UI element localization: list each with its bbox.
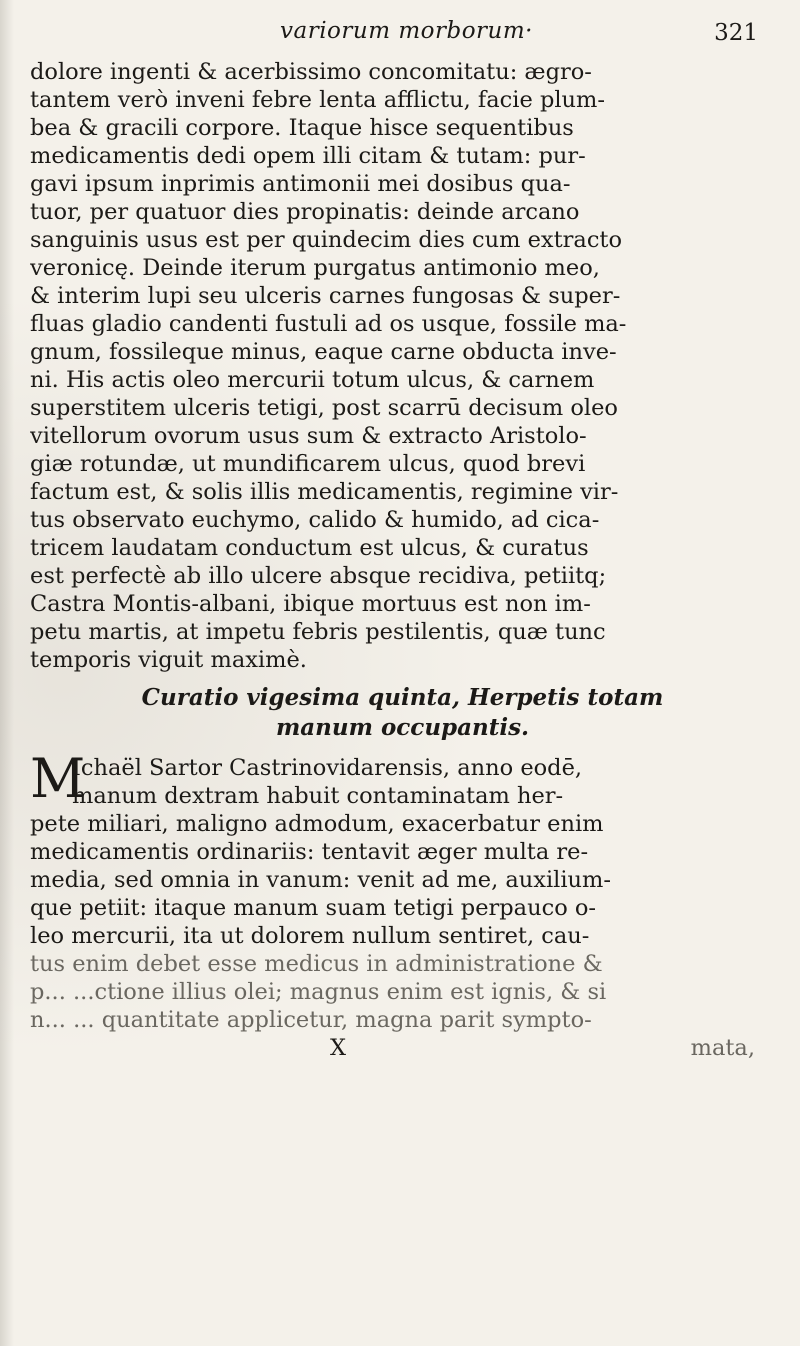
text-line: media, sed omnia in vanum: venit ad me, auxilium- xyxy=(30,867,611,893)
text-line: Castra Montis-albani, ibique mortuus est non im- xyxy=(30,591,591,617)
dropcap-lines xyxy=(72,754,775,810)
dropcap-row xyxy=(30,747,775,810)
text-line: & interim lupi seu ulceris carnes fungosas & super- xyxy=(30,283,621,309)
text-line: ni. His actis oleo mercurii totum ulcus, & carnem xyxy=(30,367,595,393)
text-line: tricem laudatam conductum est ulcus, & curatus xyxy=(30,535,589,561)
text-line: p... ...ctione illius olei; magnus enim est ignis, & si xyxy=(30,979,607,1005)
catchword: mata, xyxy=(690,1035,755,1061)
text-line: leo mercurii, ita ut dolorem nullum sentiret, cau- xyxy=(30,923,590,949)
text-line: Ichaël Sartor Castrinovidarensis, anno eodē, xyxy=(72,755,583,781)
paragraph-2 xyxy=(30,747,775,1034)
text-line: tus observato euchymo, calido & humido, ad cica- xyxy=(30,507,600,533)
signature-mark: X xyxy=(330,1035,347,1061)
text-line: medicamentis ordinariis: tentavit æger multa re- xyxy=(30,839,589,865)
text-line: manum dextram habuit contaminatam her- xyxy=(72,783,564,809)
heading-line-1: Curatio vigesima quinta, Herpetis totam xyxy=(141,684,664,711)
text-line: factum est, & solis illis medicamentis, regimine vir- xyxy=(30,479,619,505)
text-line: tuor, per quatuor dies propinatis: deinde arcano xyxy=(30,199,580,225)
drop-cap: M xyxy=(30,747,86,810)
heading-line-2: manum occupantis. xyxy=(275,714,530,741)
text-line: medicamentis dedi opem illi citam & tutam: pur- xyxy=(30,143,586,169)
page-gutter-shadow xyxy=(0,0,14,1346)
text-line: bea & gracili corpore. Itaque hisce sequentibus xyxy=(30,115,574,141)
running-head xyxy=(260,18,758,52)
paragraph-1 xyxy=(30,58,775,674)
text-line: vitellorum ovorum usus sum & extracto Aristolo- xyxy=(30,423,587,449)
text-line: gnum, fossileque minus, eaque carne obducta inve- xyxy=(30,339,617,365)
text-line: fluas gladio candenti fustuli ad os usque, fossile ma- xyxy=(30,311,627,337)
text-line: dolore ingenti & acerbissimo concomitatu: ægro- xyxy=(30,59,592,85)
text-line: superstitem ulceris tetigi, post scarrū decisum oleo xyxy=(30,395,618,421)
section-heading xyxy=(30,684,775,744)
text-line: est perfectè ab illo ulcere absque recidiva, petiitq; xyxy=(30,563,607,589)
text-line: tantem verò inveni febre lenta afflictu, facie plum- xyxy=(30,87,605,113)
text-line: que petiit: itaque manum suam tetigi perpauco o- xyxy=(30,895,597,921)
text-line: petu martis, at impetu febris pestilentis, quæ tunc xyxy=(30,619,606,645)
text-block xyxy=(30,58,775,1064)
text-line: temporis viguit maximè. xyxy=(30,647,307,673)
text-line: sanguinis usus est per quindecim dies cum extracto xyxy=(30,227,623,253)
page-number: 321 xyxy=(714,20,758,46)
text-line: pete miliari, maligno admodum, exacerbatur enim xyxy=(30,811,604,837)
page-footer xyxy=(30,1034,775,1064)
text-line: n... ... quantitate applicetur, magna parit sympto- xyxy=(30,1007,592,1033)
running-title: variorum morborum· xyxy=(280,18,533,44)
text-line: giæ rotundæ, ut mundificarem ulcus, quod brevi xyxy=(30,451,586,477)
text-line: gavi ipsum inprimis antimonii mei dosibus qua- xyxy=(30,171,571,197)
text-line: tus enim debet esse medicus in administratione & xyxy=(30,951,603,977)
text-line: veronicę. Deinde iterum purgatus antimonio meo, xyxy=(30,255,600,281)
